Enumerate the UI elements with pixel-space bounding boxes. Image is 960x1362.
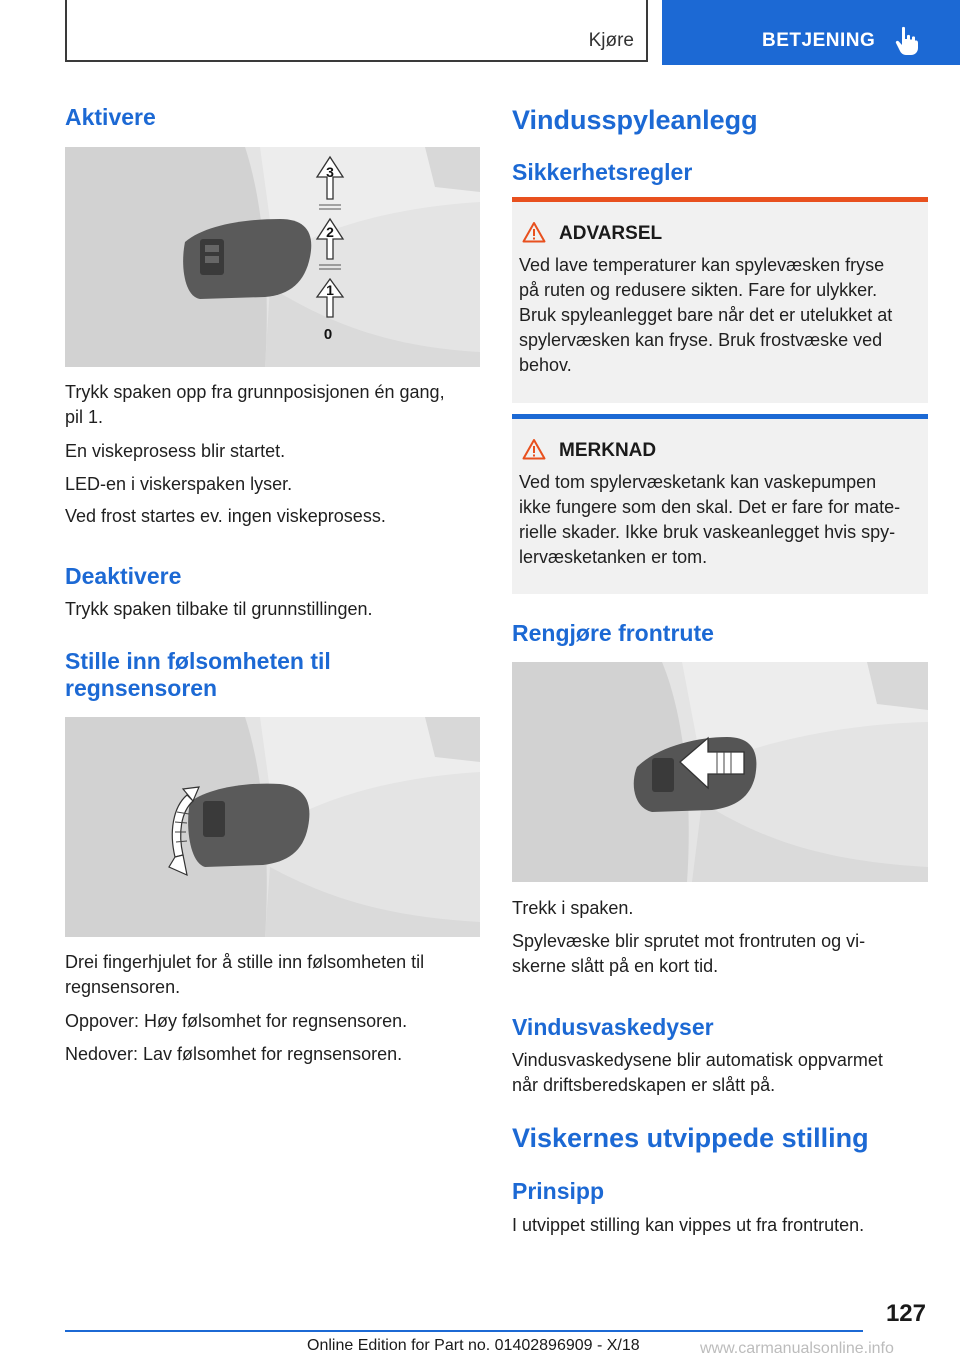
right-paragraph-3b: når driftsberedskapen er slått på. — [512, 1075, 776, 1095]
left-paragraph-8: Nedover: Lav følsomhet for regnsensoren. — [65, 1044, 403, 1064]
left-paragraph-1b: pil 1. — [65, 407, 104, 427]
heading-deactivate: Deaktivere — [65, 563, 182, 589]
right-paragraph-1: Trekk i spaken. — [512, 898, 634, 918]
note-line: Ved tom spylervæsketank kan vaskepumpen — [519, 472, 877, 492]
note-title: MERKNAD — [559, 440, 657, 461]
left-paragraph-1: Trykk spaken opp fra grunnposisjonen én gang, — [65, 382, 445, 402]
heading-sensitivity-line2: regnsensoren — [65, 675, 218, 701]
note-line: ikke fungere som den skal. Det er fare for mate- — [519, 497, 901, 517]
left-paragraph-4: Ved frost startes ev. ingen viskeprosess. — [65, 506, 386, 526]
note-line: rielle skader. Ikke bruk vaskeanlegget hvis spy- — [519, 522, 896, 542]
left-paragraph-5: Trykk spaken tilbake til grunnstillingen. — [65, 599, 373, 619]
header-section-label: Kjøre — [588, 30, 634, 51]
heading-service-position: Viskernes utvippede stilling — [512, 1123, 869, 1153]
heading-nozzles: Vindusvaskedyser — [512, 1014, 714, 1040]
note-text — [519, 470, 921, 570]
figure-lever-positions — [65, 147, 480, 367]
heading-activate: Aktivere — [65, 104, 156, 130]
note-box — [512, 414, 928, 594]
left-paragraph-3: LED-en i viskerspaken lyser. — [65, 474, 293, 494]
warning-text — [519, 253, 921, 378]
warning-line: behov. — [519, 355, 572, 375]
footer-watermark[interactable]: www.carmanualsonline.info — [700, 1340, 894, 1357]
figure-pull-lever — [512, 662, 928, 882]
footer-divider — [65, 1330, 863, 1332]
left-paragraph-2: En viskeprosess blir startet. — [65, 441, 286, 461]
fig1-label-2: 2 — [326, 224, 334, 240]
heading-sensitivity-line1: Stille inn følsomheten til — [65, 648, 331, 674]
header-chapter-tab[interactable] — [662, 0, 960, 65]
fig1-label-0: 0 — [323, 326, 333, 343]
hand-pointer-icon — [894, 26, 920, 56]
warning-line: på ruten og redusere sikten. Fare for ulykker. — [519, 280, 878, 300]
footer-edition: Online Edition for Part no. 01402896909 - X/18 — [307, 1337, 640, 1354]
heading-clean-windshield: Rengjøre frontrute — [512, 620, 714, 646]
note-line: lervæsketanken er tom. — [519, 547, 708, 567]
heading-safety: Sikkerhetsregler — [512, 159, 693, 185]
left-paragraph-7: Oppover: Høy følsomhet for regnsensoren. — [65, 1011, 408, 1031]
warning-title: ADVARSEL — [559, 223, 663, 244]
warning-bar — [512, 197, 928, 202]
header-chapter-label: BETJENING — [762, 30, 876, 51]
warning-triangle-icon — [522, 221, 546, 243]
note-bar — [512, 414, 928, 419]
warning-box — [512, 197, 928, 403]
page-number: 127 — [885, 1300, 926, 1327]
warning-line: Bruk spyleanlegget bare når det er utelukket at — [519, 305, 893, 325]
right-paragraph-3: Vindusvaskedysene blir automatisk oppvarmet — [512, 1050, 883, 1070]
warning-line: Ved lave temperaturer kan spylevæsken fryse — [519, 255, 885, 275]
heading-washer-system: Vindusspyleanlegg — [512, 105, 758, 135]
right-paragraph-2: Spylevæske blir sprutet mot frontruten og vi- — [512, 931, 866, 951]
warning-line: spylervæsken kan fryse. Bruk frostvæske ved — [519, 330, 883, 350]
figure-thumbwheel — [65, 717, 480, 937]
header-section-box — [65, 0, 648, 62]
heading-principle: Prinsipp — [512, 1178, 605, 1204]
left-paragraph-6: Drei fingerhjulet for å stille inn følsomheten til — [65, 952, 425, 972]
right-paragraph-4: I utvippet stilling kan vippes ut fra frontruten. — [512, 1215, 865, 1235]
left-paragraph-6b: regnsensoren. — [65, 977, 181, 997]
warning-triangle-icon — [522, 438, 546, 460]
right-paragraph-2b: skerne slått på en kort tid. — [512, 956, 719, 976]
fig1-label-1: 1 — [326, 282, 334, 298]
fig1-label-3: 3 — [326, 164, 334, 180]
